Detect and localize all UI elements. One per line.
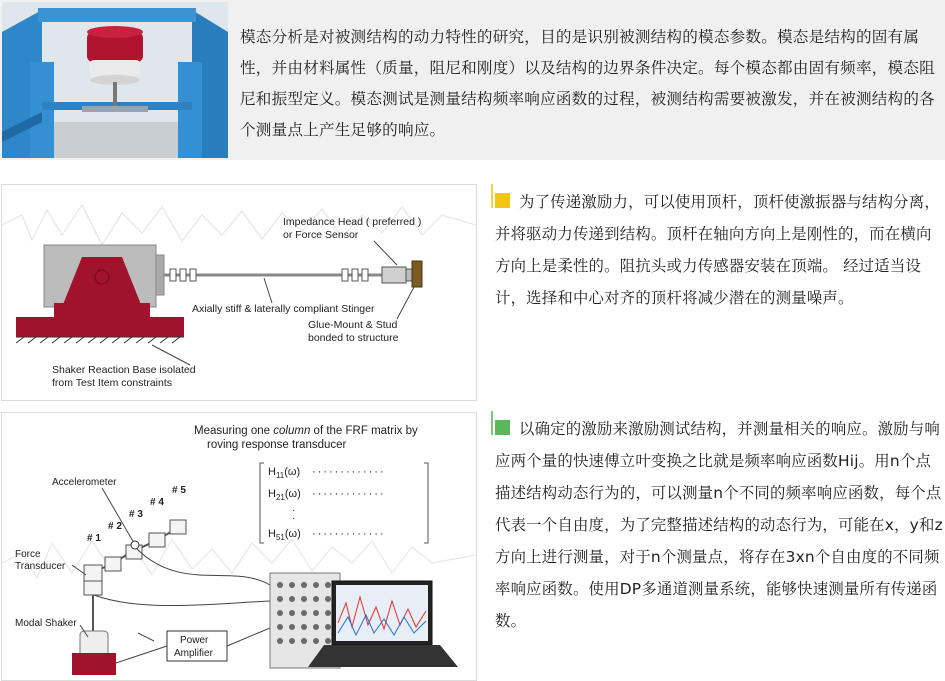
impedance-head-label: Impedance Head ( preferred )	[283, 216, 422, 228]
frf-heading-line1: Measuring one column of the FRF matrix by	[194, 425, 418, 437]
frf-h21: $H_{21}(\omega)$	[268, 488, 301, 502]
modal-test-photo	[2, 2, 228, 158]
modal-shaker-label: Modal Shaker	[15, 618, 77, 629]
intro-paragraph: 模态分析是对被测结构的动力特性的研究，目的是识别被测结构的模态参数。模态是结构的固有属性，并由材料属性（质量，阻尼和刚度）以及结构的边界条件决定。每个模态都由固有频率，模态阻尼和振型定义。模态测试是测量结构频率响应函数的过程，被测结构需要被激发，并在被测结构的各个测量点上产生足够的响应。	[240, 28, 935, 139]
stinger-label: Axially stiff & laterally compliant Stinger	[192, 303, 375, 315]
point-label-2: # 2	[108, 521, 122, 532]
bonded-structure-label: bonded to structure	[308, 332, 399, 344]
frf-diagram	[2, 413, 476, 680]
yellow-bullet-icon	[495, 193, 510, 208]
shaker-frame-illustration	[2, 2, 228, 158]
point-label-4: # 4	[150, 497, 164, 508]
svg-text:·: ·	[292, 513, 296, 524]
svg-text:·: ·	[292, 505, 296, 516]
power-amplifier-label-1: Power	[180, 635, 209, 646]
svg-text:·············: ·············	[312, 528, 386, 540]
accelerometer-label: Accelerometer	[52, 477, 117, 488]
frf-diagram-panel	[1, 412, 477, 681]
force-sensor-label: or Force Sensor	[283, 229, 359, 241]
glue-mount-label: Glue-Mount & Stud	[308, 319, 398, 331]
force-transducer-label-1: Force	[15, 549, 41, 560]
stinger-paragraph-text: 为了传递激励力，可以使用顶杆，顶杆使激振器与结构分离，并将驱动力传递到结构。顶杆在轴向方向上是刚性的，而在横向方向上是柔性的。阻抗头或力传感器安装在顶端。 经过适当设计，选择和中心对齐的顶杆将减少潜在的测量噪声。	[495, 193, 940, 307]
green-bullet-icon	[495, 420, 510, 435]
frf-h11: $H_{11}(\omega)$	[268, 466, 301, 480]
stinger-paragraph	[495, 186, 940, 314]
frf-paragraph-text: 以确定的激励来激励测试结构，并测量相关的响应。激励与响应两个量的快速傅立叶变换之比就是频率响应函数Hij。用n个点描述结构动态行为的，可以测量n个不同的频率响应函数，每个点代表一个自由度，为了完整描述结构的动态行为，可能在x，y和z方向上进行测量，对于n个测量点，将存在3xn个自由度的不同频率响应函数。使用DP多通道测量系统，能够快速测量所有传递函数。	[495, 420, 943, 630]
stinger-diagram	[2, 185, 476, 400]
reaction-base-label: Shaker Reaction Base isolated	[52, 364, 196, 376]
intro-band	[0, 0, 945, 160]
force-transducer-label-2: Transducer	[15, 561, 66, 572]
power-amplifier-label-2: Amplifier	[174, 648, 213, 659]
test-item-constraints-label: from Test Item constraints	[52, 377, 173, 389]
stinger-diagram-panel	[1, 184, 477, 401]
point-label-3: # 3	[129, 509, 143, 520]
point-label-5: # 5	[172, 485, 186, 496]
svg-text:·············: ·············	[312, 488, 386, 500]
frf-heading-line2: roving response transducer	[207, 439, 347, 451]
frf-paragraph	[495, 413, 943, 637]
point-label-1: # 1	[87, 533, 101, 544]
svg-text:·············: ·············	[312, 466, 386, 478]
frf-h51: $H_{51}(\omega)$	[268, 528, 301, 542]
